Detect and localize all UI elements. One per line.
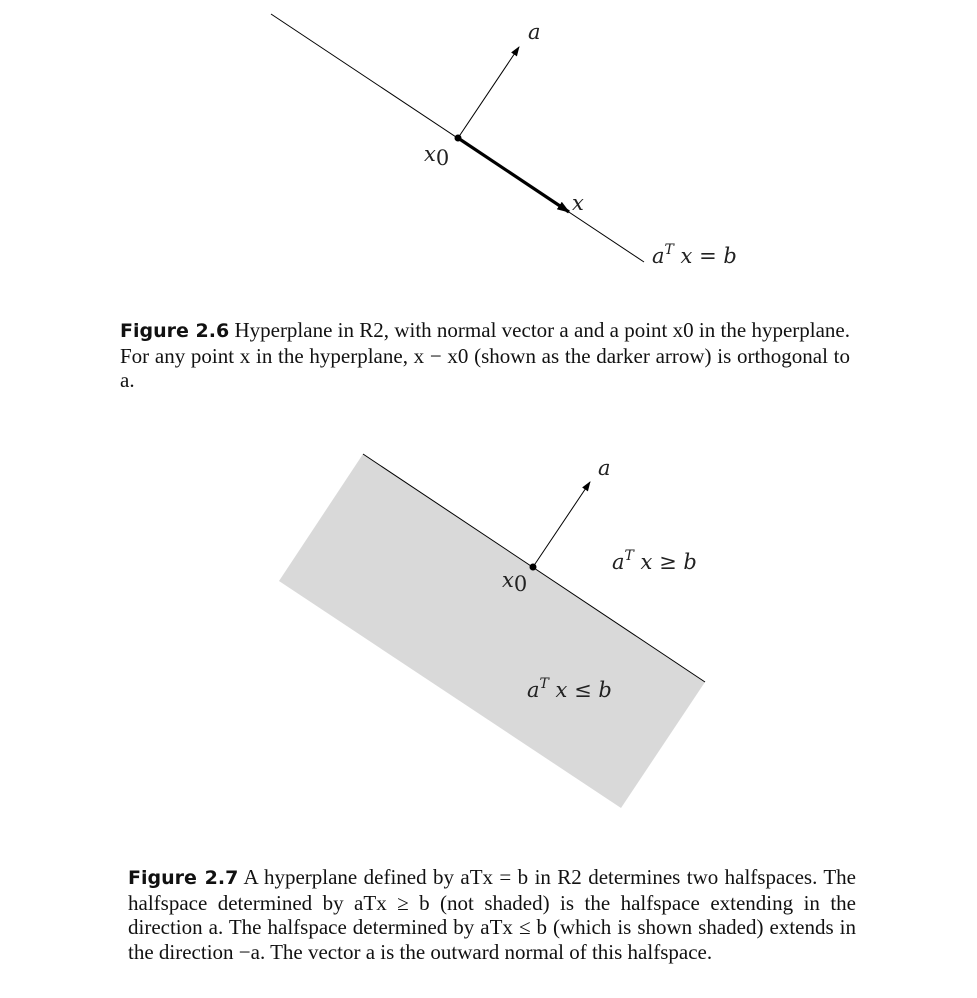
normal-vector-arrow — [533, 482, 590, 567]
label-x0: x0 — [502, 568, 528, 596]
shaded-halfspace — [279, 454, 705, 808]
figure-2-7-diagram — [279, 454, 705, 808]
figure-2-7-caption-text: A hyperplane defined by aTx = b in R2 determines two halfspaces. The halfspace determined by aTx ≥ b (not shaded) is the halfspace extending in the direction a. The halfspace determined by aTx ≤ b (which is shown shaded) extends in the direction −a. The vector a is the outward normal of this halfspace. — [128, 865, 856, 964]
label-upper-halfspace: $a^T$ x ≥ b — [612, 548, 697, 574]
label-a: a — [598, 456, 611, 480]
label-a: a — [528, 20, 541, 44]
figure-2-6-caption-label: Figure 2.6 — [120, 320, 230, 342]
point-x0 — [455, 135, 462, 142]
difference-vector-arrow — [458, 138, 569, 212]
normal-vector-arrow — [458, 47, 519, 138]
label-lower-halfspace: $a^T$ x ≤ b — [527, 676, 612, 702]
figure-2-7-caption-label: Figure 2.7 — [128, 867, 239, 889]
figure-2-7-caption — [128, 865, 856, 964]
point-x0 — [530, 564, 537, 571]
label-x0: x0 — [424, 142, 450, 170]
figure-2-6-caption-text: Hyperplane in R2, with normal vector a and a point x0 in the hyperplane. For any point x in the hyperplane, x − x0 (shown as the darker arrow) is orthogonal to a. — [120, 318, 850, 392]
figure-2-6-diagram — [271, 14, 737, 268]
figure-2-6-caption — [120, 318, 850, 393]
label-x: x — [572, 191, 584, 215]
label-hyperplane-equation: $a^T$ x = b — [652, 242, 737, 268]
